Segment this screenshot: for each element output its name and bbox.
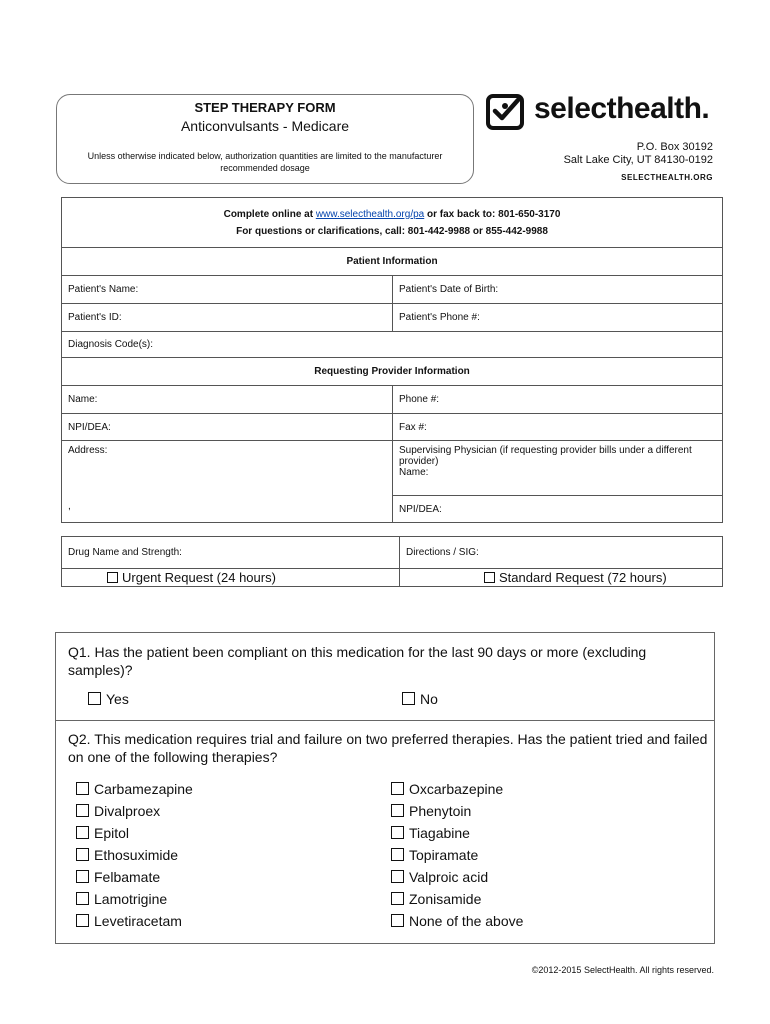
therapy-checkbox[interactable]: [76, 826, 89, 839]
dosage-note: Unless otherwise indicated below, authorization quantities are limited to the manufacturer recommended dosage: [87, 151, 443, 173]
q1-no-checkbox[interactable]: [402, 692, 415, 705]
address-line-2: Salt Lake City, UT 84130-0192: [563, 154, 713, 166]
therapy-label: Valproic acid: [409, 869, 489, 885]
drug-name-field[interactable]: Drug Name and Strength:: [62, 537, 400, 569]
patient-phone-field[interactable]: Patient's Phone #:: [393, 304, 723, 332]
therapy-label: Lamotrigine: [94, 891, 168, 907]
info-table: [61, 197, 723, 523]
therapy-option[interactable]: [76, 866, 193, 888]
therapy-option[interactable]: [391, 910, 523, 932]
therapy-checkbox[interactable]: [391, 848, 404, 861]
diagnosis-field[interactable]: Diagnosis Code(s):: [62, 332, 723, 358]
q1-yes-checkbox[interactable]: [88, 692, 101, 705]
therapy-option[interactable]: [76, 822, 193, 844]
contact-cell: [62, 198, 723, 248]
therapy-label: None of the above: [409, 913, 524, 929]
urgent-checkbox[interactable]: [107, 572, 118, 583]
contact-phone: For questions or clarifications, call: 801-442-9988 or 855-442-9988: [236, 225, 548, 237]
therapy-checkbox[interactable]: [76, 914, 89, 927]
form-subtitle: Anticonvulsants - Medicare: [180, 118, 350, 134]
therapy-checkbox[interactable]: [391, 782, 404, 795]
supervising-physician-field[interactable]: [393, 441, 723, 496]
therapy-option[interactable]: [391, 844, 523, 866]
form-title: STEP THERAPY FORM: [194, 100, 336, 115]
supervising-label: Supervising Physician (if requesting provider bills under a different provider): [399, 445, 692, 467]
therapy-option[interactable]: [391, 866, 523, 888]
q2-left-options: [76, 778, 193, 932]
provider-npi-field[interactable]: NPI/DEA:: [62, 414, 393, 441]
standard-checkbox[interactable]: [484, 572, 495, 583]
therapy-checkbox[interactable]: [76, 782, 89, 795]
urgent-label: Urgent Request (24 hours): [122, 570, 276, 585]
contact-prefix: Complete online at: [223, 208, 316, 220]
provider-section-title: Requesting Provider Information: [62, 358, 723, 386]
therapy-label: Tiagabine: [409, 825, 470, 841]
website-label: SELECTHEALTH.ORG: [621, 173, 713, 182]
therapy-checkbox[interactable]: [391, 826, 404, 839]
therapy-checkbox[interactable]: [391, 914, 404, 927]
standard-request-option[interactable]: [400, 569, 723, 587]
therapy-option[interactable]: [76, 844, 193, 866]
address-comma: ,: [68, 501, 71, 512]
therapy-label: Phenytoin: [409, 803, 472, 819]
contact-fax: or fax back to: 801-650-3170: [424, 208, 561, 220]
address-line-1: P.O. Box 30192: [636, 141, 713, 153]
therapy-label: Felbamate: [94, 869, 161, 885]
q2-text: Q2. This medication requires trial and failure on two preferred therapies. Has the patient tried and failed on one of the following therapies?: [68, 731, 708, 765]
therapy-label: Levetiracetam: [94, 913, 182, 929]
therapy-label: Oxcarbazepine: [409, 781, 504, 797]
standard-label: Standard Request (72 hours): [499, 570, 667, 585]
therapy-label: Topiramate: [409, 847, 479, 863]
therapy-label: Zonisamide: [409, 891, 482, 907]
therapy-checkbox[interactable]: [76, 892, 89, 905]
q1-yes-label: Yes: [106, 691, 129, 707]
q2-right-options: [391, 778, 523, 932]
therapy-checkbox[interactable]: [76, 870, 89, 883]
q1-no-label: No: [420, 691, 438, 707]
therapy-label: Ethosuximide: [94, 847, 179, 863]
provider-name-field[interactable]: Name:: [62, 386, 393, 414]
patient-name-field[interactable]: Patient's Name:: [62, 276, 393, 304]
therapy-option[interactable]: [76, 910, 193, 932]
therapy-option[interactable]: [76, 888, 193, 910]
therapy-label: Carbamezapine: [94, 781, 193, 797]
address-label: Address:: [68, 445, 108, 456]
therapy-checkbox[interactable]: [391, 892, 404, 905]
provider-fax-field[interactable]: Fax #:: [393, 414, 723, 441]
patient-section-title: Patient Information: [62, 248, 723, 276]
therapy-checkbox[interactable]: [76, 804, 89, 817]
q1-yes-option[interactable]: [88, 688, 129, 710]
drug-table: [61, 536, 723, 587]
online-link[interactable]: www.selecthealth.org/pa: [315, 208, 425, 220]
therapy-checkbox[interactable]: [391, 870, 404, 883]
directions-field[interactable]: Directions / SIG:: [400, 537, 723, 569]
therapy-option[interactable]: [391, 778, 523, 800]
therapy-option[interactable]: [391, 800, 523, 822]
checkmark-logo-icon: [486, 94, 524, 130]
supervising-name-label: Name:: [399, 467, 429, 478]
patient-dob-field[interactable]: Patient's Date of Birth:: [393, 276, 723, 304]
question-divider: [56, 720, 714, 721]
urgent-request-option[interactable]: [62, 569, 400, 587]
therapy-option[interactable]: [391, 822, 523, 844]
therapy-checkbox[interactable]: [76, 848, 89, 861]
q1-no-option[interactable]: [402, 688, 438, 710]
therapy-label: Divalproex: [94, 803, 161, 819]
therapy-option[interactable]: [391, 888, 523, 910]
provider-phone-field[interactable]: Phone #:: [393, 386, 723, 414]
therapy-checkbox[interactable]: [391, 804, 404, 817]
therapy-option[interactable]: [76, 778, 193, 800]
brand-name: selecthealth.: [534, 92, 710, 125]
provider-address-field[interactable]: [62, 441, 393, 523]
therapy-label: Epitol: [94, 825, 130, 841]
supervising-npi-field[interactable]: NPI/DEA:: [393, 496, 723, 523]
copyright-footer: ©2012-2015 SelectHealth. All rights reserved.: [531, 965, 714, 975]
therapy-option[interactable]: [76, 800, 193, 822]
q1-text: Q1. Has the patient been compliant on this medication for the last 90 days or more (excluding samples)?: [68, 644, 647, 678]
patient-id-field[interactable]: Patient's ID:: [62, 304, 393, 332]
